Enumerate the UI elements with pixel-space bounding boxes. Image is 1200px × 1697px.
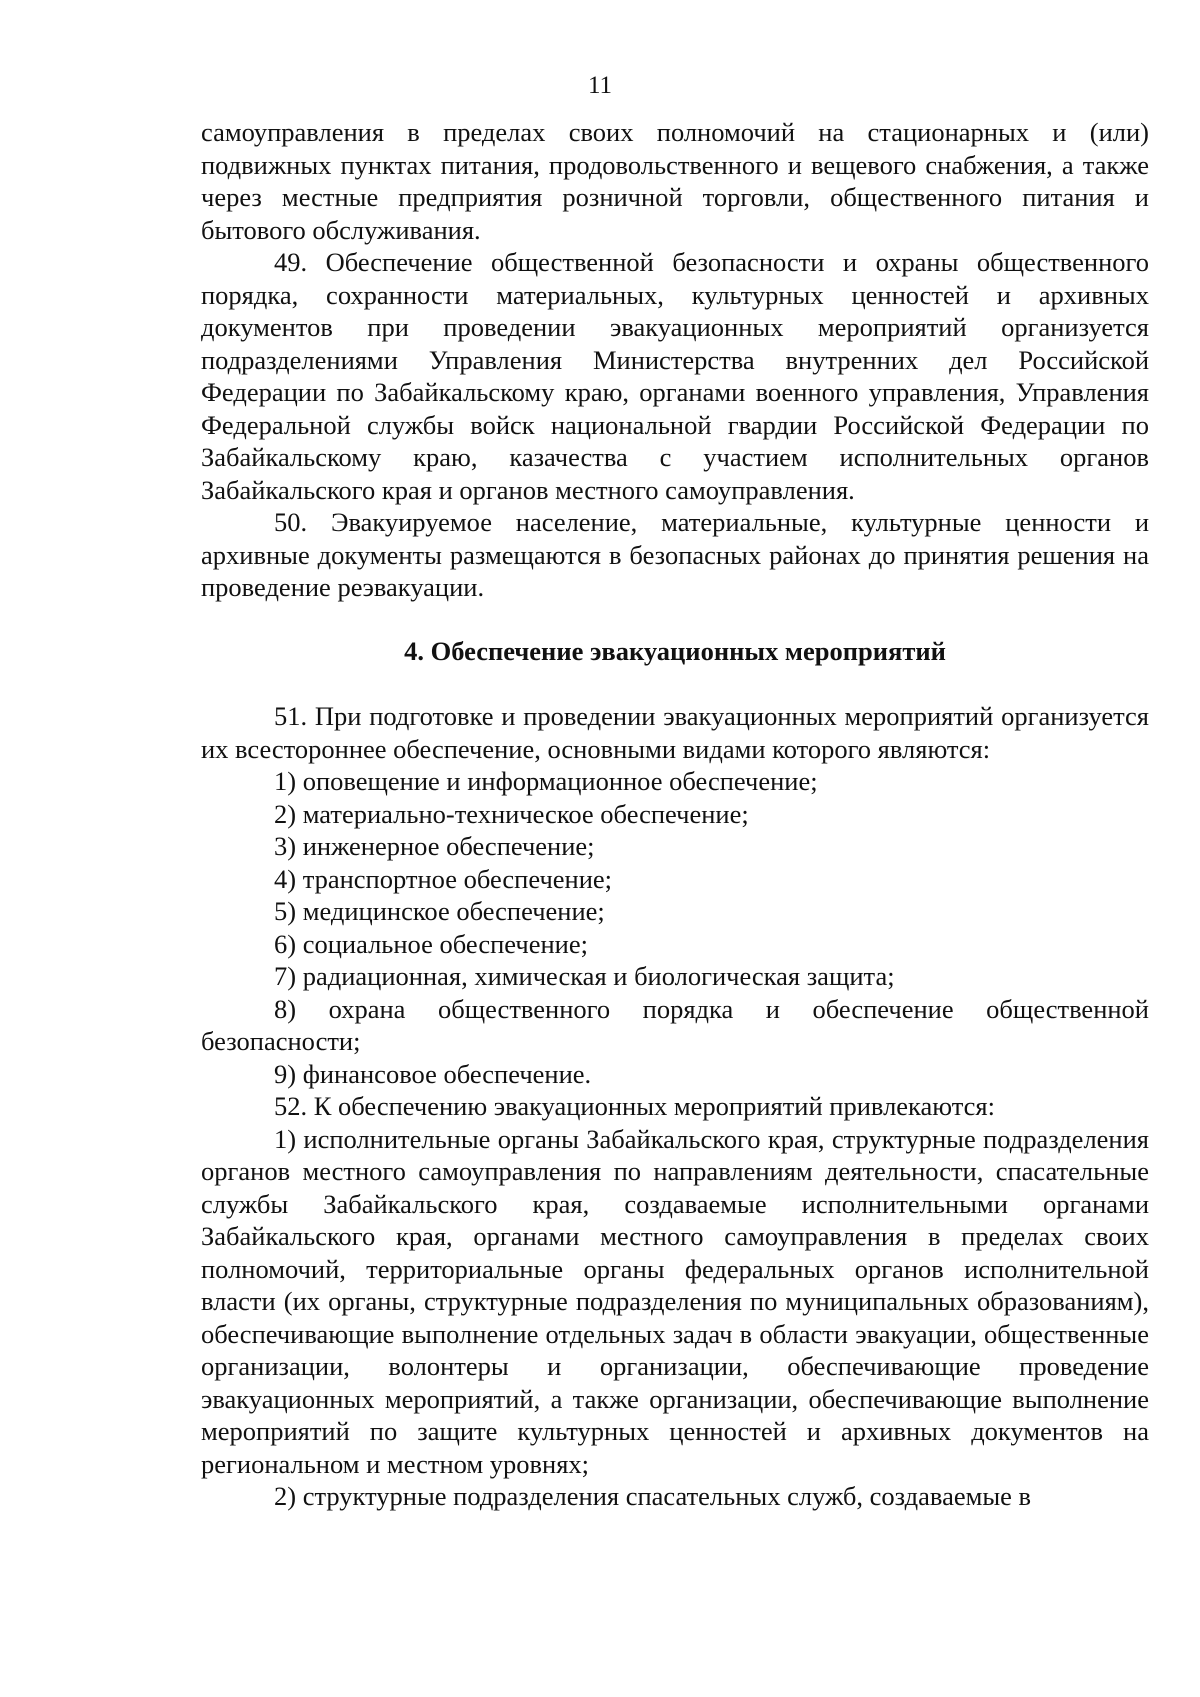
paragraph-continuation: самоуправления в пределах своих полномочий на стационарных и (или) подвижных пунктах питания, продовольственного и вещевого снабжения, а также через местные предприятия розничной торговли, общественного питания и бытового обслуживания. [201, 117, 1149, 245]
list-item-3: 3) инженерное обеспечение; [274, 831, 595, 861]
list-item-6: 6) социальное обеспечение; [274, 928, 588, 959]
list-item-8: 8) охрана общественного порядка и обеспечение общественной безопасности; [201, 993, 1149, 1056]
paragraph-52-item-1: 1) исполнительные органы Забайкальского края, структурные подразделения органов местного самоуправления по направлениям деятельности, спасательные службы Забайкальского края, создаваемые исполнительными органами Забайкальского края, органами местного самоуправления в пределах своих полномочий, территориальные органы федеральных органов исполнительной власти (их органы, структурные подразделения по муниципальных образованиям), обеспечивающие выполнение отдельных задач в области эвакуации, общественные организации, волонтеры и организации, обеспечивающие проведение эвакуационных мероприятий, а также организации, обеспечивающие выполнение мероприятий по защите культурных ценностей и архивных документов на региональном и местном уровнях; [201, 1123, 1149, 1479]
paragraph-50: 50. Эвакуируемое население, материальные, культурные ценности и архивные документы размещаются в безопасных районах до принятия решения на проведение реэвакуации. [201, 507, 1149, 602]
paragraph-51: 51. При подготовке и проведении эвакуационных мероприятий организуется их всестороннее обеспечение, основными видами которого являются: [201, 701, 1149, 764]
list-item-7: 7) радиационная, химическая и биологическая защита; [274, 961, 895, 991]
paragraph-52: 52. К обеспечению эвакуационных мероприятий привлекаются: [274, 1091, 995, 1121]
list-item-5: 5) медицинское обеспечение; [274, 896, 605, 926]
list-item-1: 1) оповещение и информационное обеспечение; [274, 766, 818, 796]
paragraph-49: 49. Обеспечение общественной безопасности и охраны общественного порядка, сохранности материальных, культурных ценностей и архивных документов при проведении эвакуационных мероприятий организуется подразделениями Управления Министерства внутренних дел Российской Федерации по Забайкальскому краю, органами военного управления, Управления Федеральной службы войск национальной гвардии Российской Федерации по Забайкальскому краю, казачества с участием исполнительных органов Забайкальского края и органов местного самоуправления. [201, 247, 1149, 505]
paragraph-52-item-2: 2) структурные подразделения спасательных служб, создаваемые в [274, 1481, 1032, 1511]
page-number: 11 [587, 72, 613, 99]
document-body [201, 116, 1149, 1513]
list-item-4: 4) транспортное обеспечение; [274, 863, 613, 894]
list-item-2: 2) материально-техническое обеспечение; [274, 798, 749, 829]
section-heading: 4. Обеспечение эвакуационных мероприятий [404, 635, 946, 666]
list-item-9: 9) финансовое обеспечение. [274, 1058, 592, 1089]
